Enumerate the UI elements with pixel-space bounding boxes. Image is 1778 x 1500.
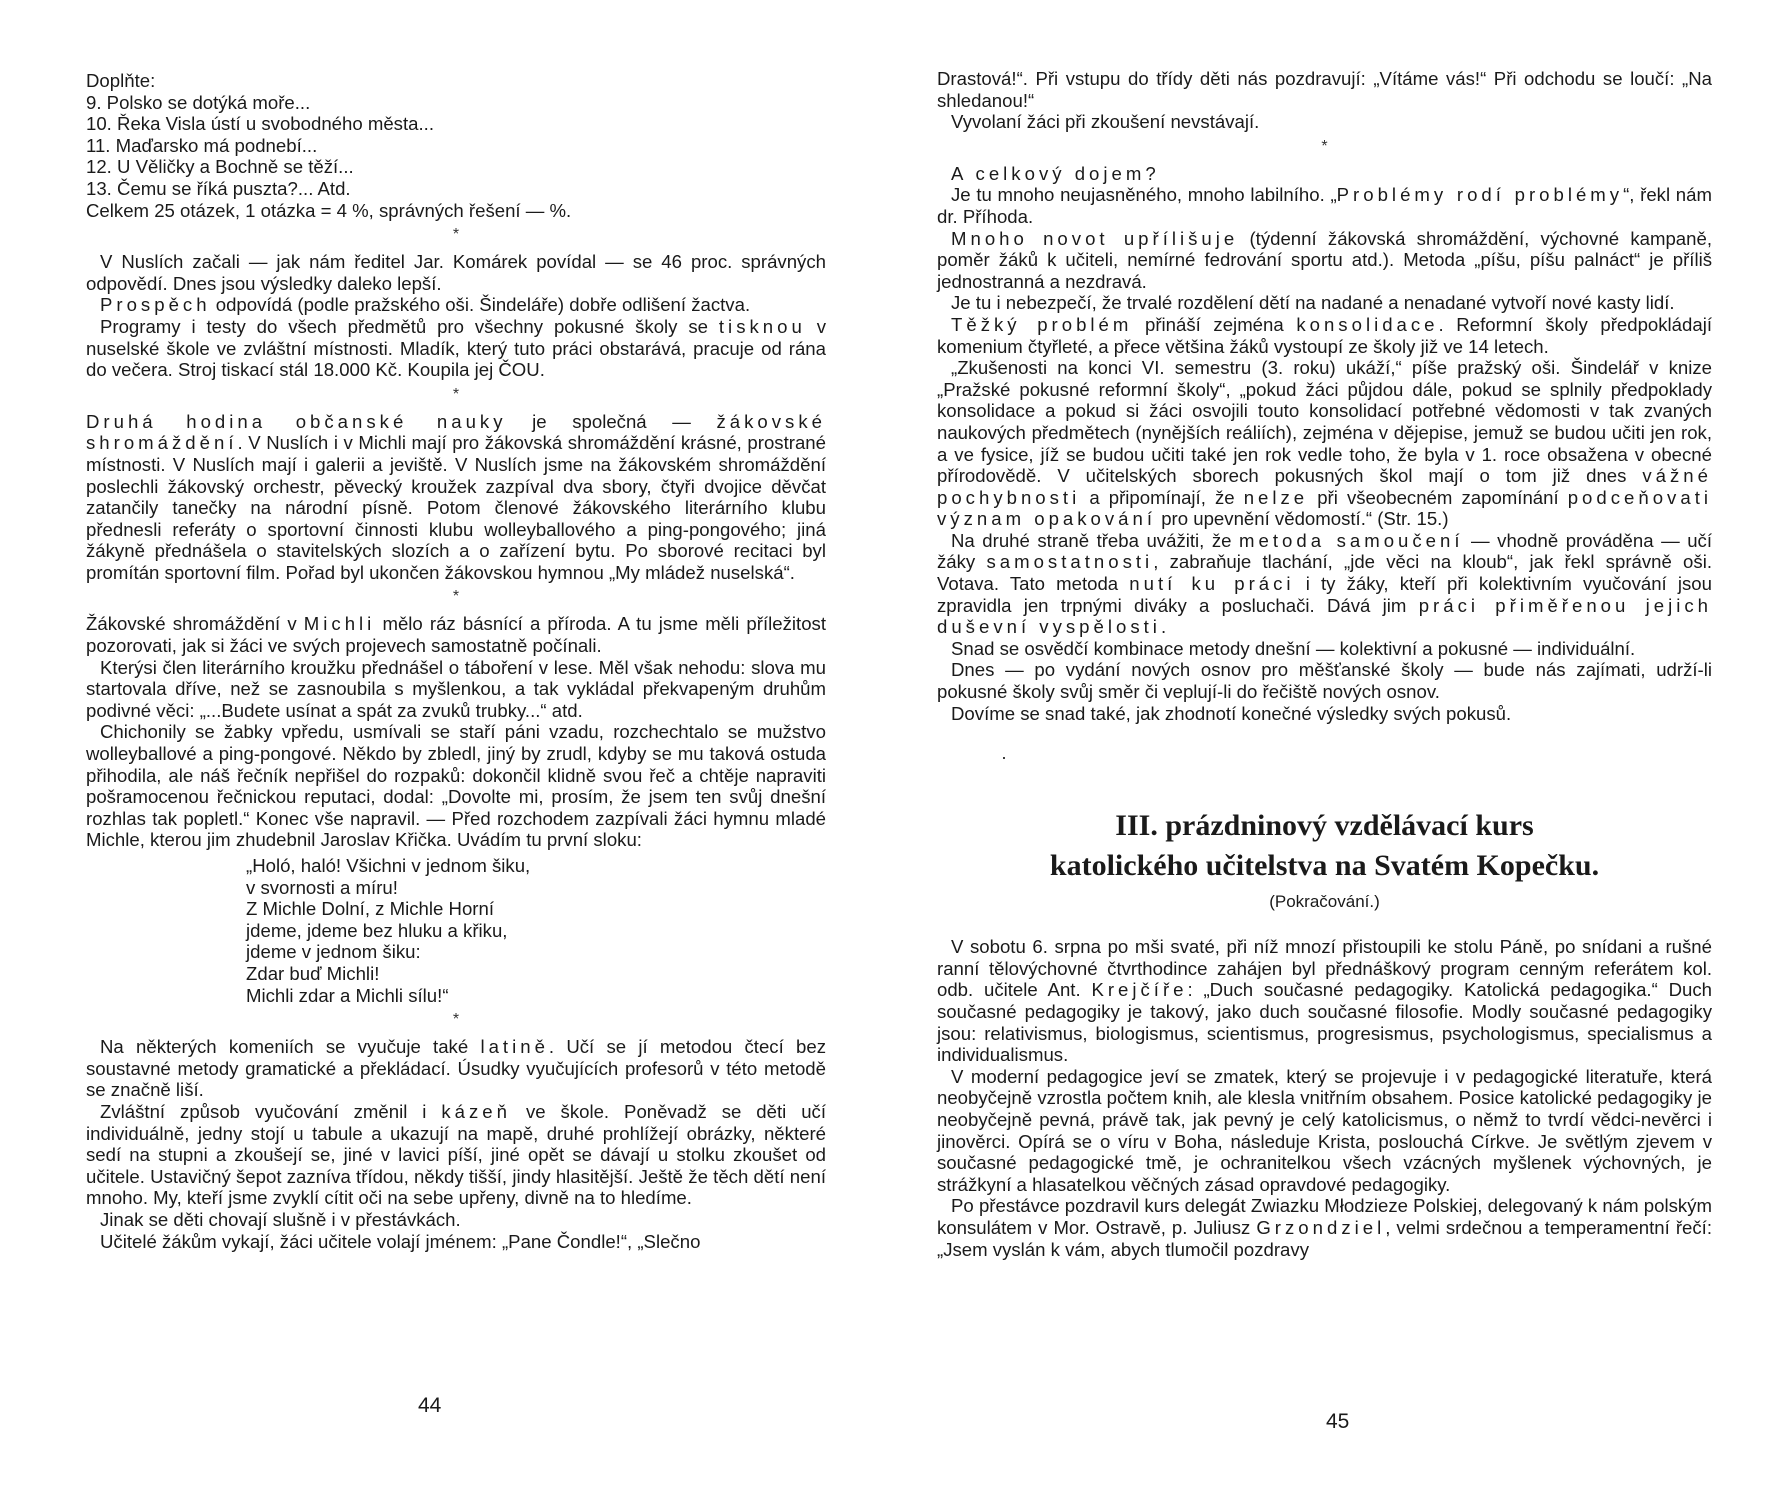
paragraph: V moderní pedagogice jeví se zmatek, který se projevuje i v pedagogické literatuře, která neobyčejně vzrostla počtem knih, ale klesla vnitřním obsahem. Posice katolické pedagogiky je neobyčejně pevná, právě tak, jak pevný je celý katolicismus, o němž to tvrdí vědci-nevěrci i jinověrci. Opírá se o víru v Boha, následuje Krista, poslouchá Církve. Je světlým zjevem v současné pedagogické tmě, je ochranitelkou všech vzácných myšlenek výchovných, je strážkyní a hlasatelkou věčných zásad opravdové pedagogiky. (937, 1065, 1712, 1195)
article-subtitle: (Pokračování.) (1269, 892, 1380, 912)
page-number: 44 (418, 1394, 442, 1417)
spaced-text: podceňovati význam opakování (937, 486, 1712, 530)
separator: * (1321, 137, 1328, 155)
spaced-text: Krejčíře (1091, 979, 1188, 1001)
list-intro: Doplňte: (86, 70, 156, 91)
paragraph: Snad se osvědčí kombinace metody dnešní — kolektivní a pokusné — individuální. (951, 637, 1636, 659)
paragraph: Druhá hodina občanské nauky je společná — žákovské shromáždění. V Nuslích i v Michli mají pro žákovská shromáždění krásné, prostrané místnosti. V Nuslích mají i galerii a jeviště. V Nuslích jsme na žákovském shromáždění poslechli žákovský orchestr, pěvecký kroužek zazpíval dva sbory, čtyři dvojice děvčat zatančily tanečky na národní písně. Potom členové žákovského literárního klubu přednesli referáty o sportovní činnosti klubu wolleyballového a ping-pongového; jiná žákyně přednášela o stavitelských slozích a o zařízení bytu. Po sborové recitaci byl promítán sportovní film. Pořad byl ukončen žákovskou hymnou „My mládež nuselská“. (86, 410, 826, 583)
spaced-text: tisknou (718, 315, 806, 337)
spaced-text: metoda samoučení (1239, 529, 1464, 551)
spaced-text: kázeň (441, 1100, 511, 1122)
paragraph: Kterýsi člen literárního kroužku přednášel o táboření v lese. Měl však nehodu: slova mu startovala dříve, než se zasnoubila s myšlenkou, a tak vykládal překvapeným druhům podivné věci: „...Budete usínat a spát za zvuků trubky...“ atd. (86, 656, 826, 721)
spaced-text: žákovské shromáždění (86, 410, 826, 454)
spaced-text: latině (480, 1036, 549, 1058)
list-item: 12. U Věličky a Bochně se těží... (86, 156, 354, 178)
paragraph: Dnes — po vydání nových osnov pro měšťanské školy — bude nás zajímati, udrží-li pokusné školy svůj směr či veplují-li do řečiště nových osnov. (937, 659, 1712, 703)
left-column (86, 70, 826, 1252)
paragraph: Žákovské shromáždění v Michli mělo ráz básnící a příroda. A tu jsme měli příležitost pozorovati, jak si žáci ve svých projevech samostatně počínali. (86, 613, 826, 657)
separator: * (452, 385, 460, 403)
spaced-text: Problémy rodí problémy (1336, 184, 1624, 206)
paragraph: Zvláštní způsob vyučování změnil i kázeň ve škole. Poněvadž se děti učí individuálně, jedny stojí u tabule a ukazují na mapě, druhé prohlížejí obrázky, některé sedí na stupni a zkoušejí se, jiné v lavici píší, jiné opět se dávají u stolku zkoušet od učitele. Ustavičný šepot zazníva třídou, někdy tišší, jindy hlasitější. Ještě že těch dětí není mnoho. My, kteří jsme zvyklí cítit oči na sebe upřeny, divně na to hledíme. (86, 1100, 827, 1209)
spaced-text: Michli (303, 613, 376, 635)
spaced-text: Druhá hodina občanské nauky (86, 410, 507, 432)
list-item: 13. Čemu se říká puszta?... Atd. (86, 177, 351, 199)
paragraph: Jinak se děti chovají slušně i v přestávkách. (100, 1208, 461, 1230)
paragraph: Prospěch odpovídá (podle pražského oši. Šindeláře) dobře odlišení žactva. (100, 294, 751, 316)
poem-line: v svornosti a míru! (246, 876, 398, 898)
paragraph: „Zkušenosti na konci VI. semestru (3. roku) ukáží,“ píše pražský oši. Šindelář v knize „Pražské pokusné reformní školy“, „pokud žáci půjdou dále, pokud se splnily předpoklady konsolidace a pokud si žáci osvojili touto konsolidací potřebné vědomosti v tak zvaných naukových předmětech (nynějších reáliích), zejména v dějepise, jemuž se budou učiti jen rok, a ve fysice, jíž se budou učiti také jen rok vedle toho, že byla v 1. roce obsažena v obecné přírodovědě. V učitelských sborech pokusných škol mají o tom již dnes vážné pochybnosti a připomínají, že nelze při všeobecném zapomínání podceňovati význam opakování pro upevnění vědomostí.“ (Str. 15.) (937, 357, 1712, 530)
poem-line: Zdar buď Michli! (246, 962, 380, 984)
paragraph: Na druhé straně třeba uvážiti, že metoda samoučení — vhodně prováděna — učí žáky samostatnosti, zabraňuje tlachání, „jde věci na kloub“, jak řekl správně oši. Votava. Tato metoda nutí ku práci i ty žáky, kteří při kolektivním vyučování jsou zpravidla jen trpnými diváky a posluchači. Dává jim práci přiměřenou jejich duševní vyspělosti. (937, 529, 1713, 638)
list-item: 9. Polsko se dotýká moře... (86, 91, 311, 113)
spaced-text: Mnoho novot upřílišuje (951, 227, 1239, 249)
right-column (937, 68, 1712, 1260)
spaced-text: nutí ku práci (1129, 573, 1295, 595)
spaced-text: nelze (1243, 486, 1309, 508)
paragraph: Těžký problém přináší zejména konsolidace. Reformní školy předpokládají komenium čtyřleté, a přece většina žáků vystoupí ze školy již ve 14 letech. (937, 313, 1713, 357)
paragraph: V Nuslích začali — jak nám ředitel Jar. Komárek povídal — se 46 proc. správných odpovědí. Dnes jsou výsledky daleko lepší. (86, 251, 826, 294)
paragraph: Drastová!“. Při vstupu do třídy děti nás pozdravují: „Vítáme vás!“ Při odchodu se loučí: „Na shledanou!“ (937, 68, 1712, 111)
article-title: katolického učitelstva na Svatém Kopečku. (1049, 849, 1600, 883)
poem (246, 855, 826, 1006)
separator: * (452, 588, 460, 606)
paragraph: Programy i testy do všech předmětů pro všechny pokusné školy se tisknou v nuselské škole ve zvláštní místnosti. Mladík, který tuto práci obstarává, pracuje od rána do večera. Stroj tiskací stál 18.000 Kč. Koupila jej ČOU. (86, 315, 826, 381)
spaced-text: A celkový dojem? (951, 162, 1160, 184)
paragraph: Učitelé žákům vykají, žáci učitele volají jménem: „Pane Čondle!“, „Slečno (100, 1230, 701, 1252)
spaced-text: Grzondziel (1256, 1216, 1386, 1238)
spaced-text: vážné pochybnosti (937, 465, 1712, 508)
article-title: III. prázdninový vzdělávací kurs (1115, 809, 1534, 843)
paragraph: Po přestávce pozdravil kurs delegát Zwiazku Młodzieze Polskiej, delegovaný k nám polským konsulátem v Mor. Ostravě, p. Juliusz Grzondziel, velmi srdečnou a temperamentní řečí: „Jsem vyslán k vám, abych tlumočil pozdravy (937, 1195, 1712, 1260)
page-number: 45 (1326, 1410, 1350, 1433)
spaced-text: Prospěch (100, 294, 211, 316)
separator: * (452, 226, 460, 244)
paragraph: Je tu i nebezpečí, že trvalé rozdělení dětí na nadané a nenadané vytvoří nové kasty lidí. (951, 292, 1675, 314)
poem-line: Z Michle Dolní, z Michle Horní (246, 898, 494, 920)
spaced-text: Těžký problém (951, 313, 1133, 335)
paragraph: Mnoho novot upřílišuje (týdenní žákovská shromáždění, výchovné kampaně, poměr žáků k učiteli, nemírné fedrování sportu atd.). Metoda „píšu, píšu palnáct“ je příliš jednostranná a nezdravá. (937, 227, 1712, 292)
poem-line: jdeme, jdeme bez hluku a křiku, (246, 919, 508, 941)
spaced-text: samostatnosti (986, 551, 1154, 573)
right-page (889, 0, 1778, 1500)
spaced-text: práci přiměřenou jejich duševní vyspělosti (937, 594, 1712, 638)
separator: * (452, 1011, 460, 1029)
paragraph: Chichonily se žabky vpředu, usmívali se staří páni vzadu, rozchechtalo se mužstvo wolleyballové a ping-pongové. Někdo by zbledl, jiný by zrudl, kdyby se mu taková ostuda přihodila, ale náš řečník nepřišel do rozpaků: dokončil klidně svou řeč a chtěje napraviti pošramocenou řečnickou reputaci, dodal: „Dovolte mi, prosím, že jsem ten svůj dnešní rozhlas tak popletl.“ Konec vše napravil. — Před rozchodem zazpívali žáci hymnu mladé Michle, kterou jim zhudebnil Jaroslav Křička. Uvádím tu první sloku: (86, 721, 826, 851)
stray-dot: · (1001, 747, 1007, 768)
paragraph: V sobotu 6. srpna po mši svaté, při níž mnozí přistoupili ke stolu Páně, po snídani a rušné ranní tělovýchovné čtvrthodince zahájen byl přednáškový program cenným referátem kol. odb. učitele Ant. Krejčíře: „Duch současné pedagogiky. Katolická pedagogika.“ Duch současné pedagogiky je takový, jako duch současné filosofie. Modly současné pedagogiky jsou: relativismus, biologismus, scientismus, progresismus, psychologismus, specialismus a individualismus. (937, 936, 1713, 1066)
spaced-text: konsolidace (1296, 313, 1439, 335)
paragraph (937, 163, 1712, 185)
list-item: 10. Řeka Visla ústí u svobodného města... (86, 113, 434, 135)
list-item: Celkem 25 otázek, 1 otázka = 4 %, správných řešení — %. (86, 199, 572, 221)
paragraph: Na některých komeniích se vyučuje také latině. Učí se jí metodou čtecí bez soustavné metody gramatické a překládací. Úsudky vyučujících profesorů v této metodě se značně liší. (86, 1036, 826, 1101)
poem-line: Michli zdar a Michli sílu!“ (246, 984, 449, 1006)
list-item: 11. Maďarsko má podnebí... (86, 134, 318, 156)
poem-line: jdeme v jednom šiku: (246, 941, 421, 963)
paragraph: Je tu mnoho neujasněného, mnoho labilního. „Problémy rodí problémy“, řekl nám dr. Příhoda. (937, 184, 1712, 227)
paragraph: Dovíme se snad také, jak zhodnotí konečné výsledky svých pokusů. (951, 702, 1512, 724)
paragraph: Vyvolaní žáci při zkoušení nevstávají. (951, 111, 1260, 133)
poem-line: „Holó, haló! Všichni v jednom šiku, (246, 855, 531, 876)
